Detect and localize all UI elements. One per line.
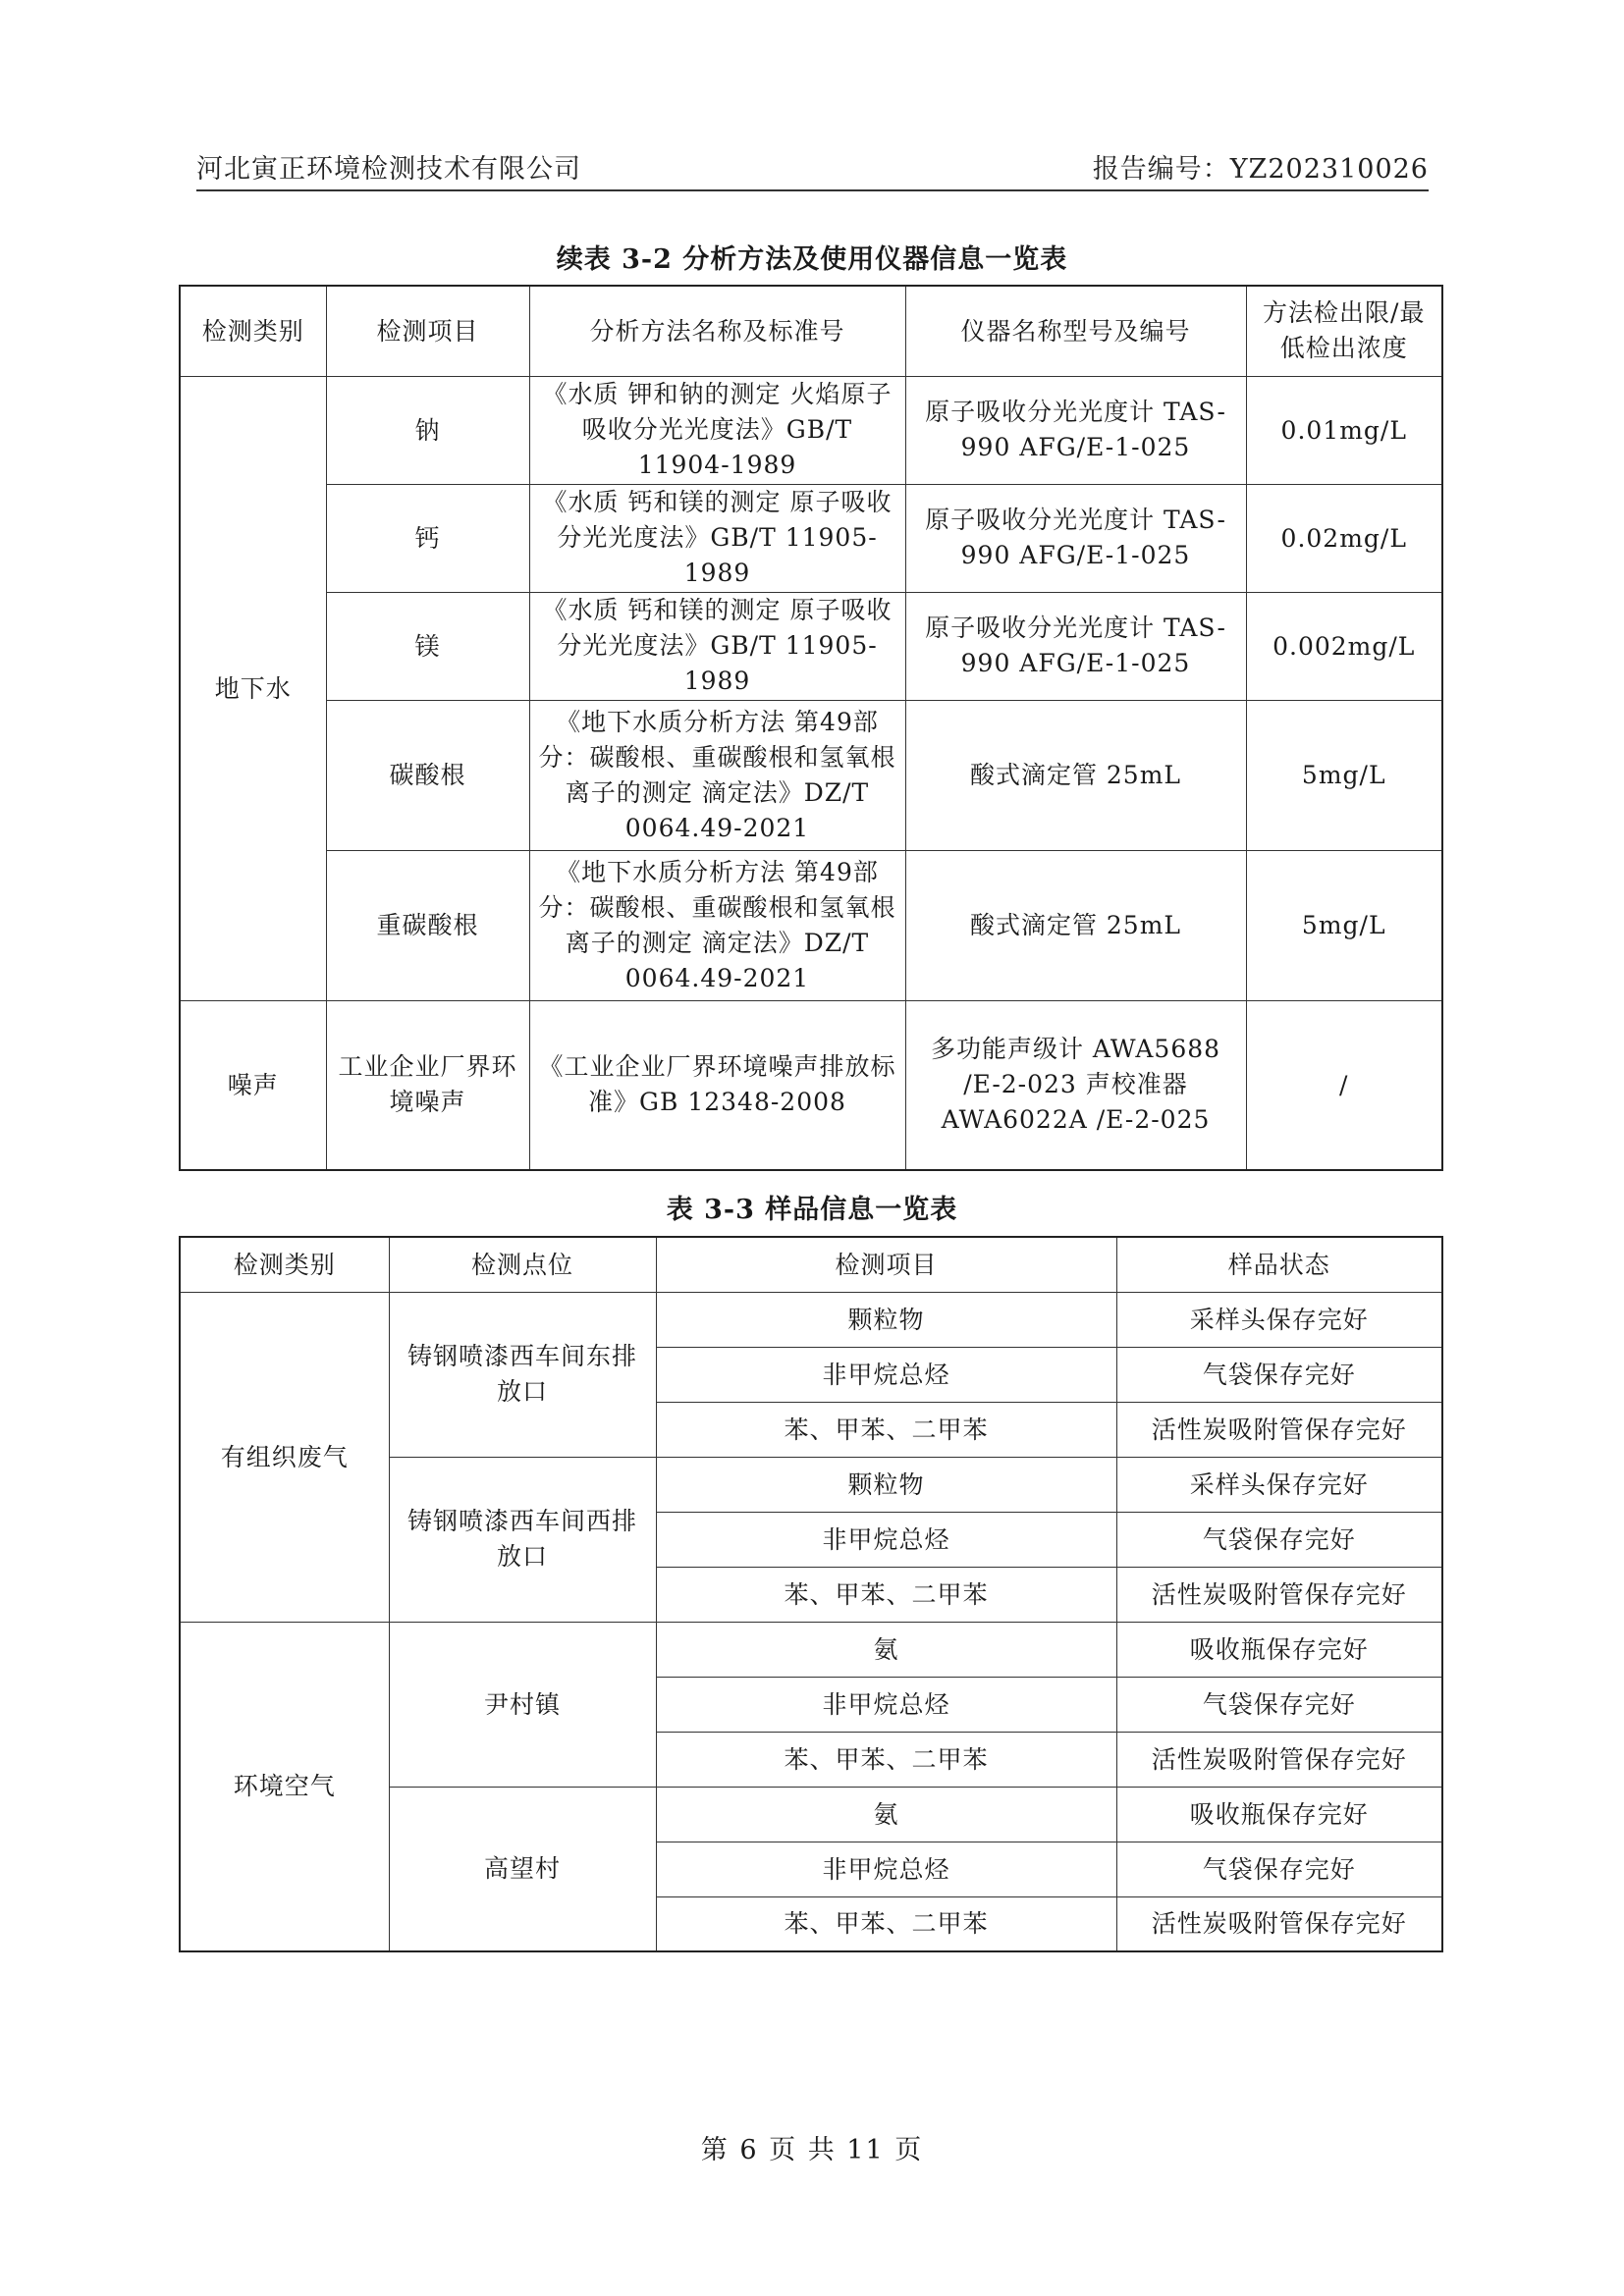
limit-cell: / [1246, 1000, 1442, 1170]
point-cell: 高望村 [389, 1787, 656, 1951]
table-row [180, 700, 1442, 850]
point-cell: 尹村镇 [389, 1622, 656, 1787]
method-cell: 《水质 钙和镁的测定 原子吸收分光光度法》GB/T 11905-1989 [529, 592, 905, 700]
state-cell: 气袋保存完好 [1116, 1512, 1442, 1567]
table2-header-state: 样品状态 [1116, 1237, 1442, 1292]
item-cell: 氨 [656, 1787, 1116, 1842]
state-cell: 活性炭吸附管保存完好 [1116, 1567, 1442, 1622]
item-cell: 苯、甲苯、二甲苯 [656, 1567, 1116, 1622]
state-cell: 活性炭吸附管保存完好 [1116, 1732, 1442, 1787]
table1-header-row [180, 286, 1442, 376]
page-header [196, 147, 1429, 186]
point-cell: 铸钢喷漆西车间西排放口 [389, 1457, 656, 1622]
table-row [180, 376, 1442, 484]
item-cell: 钠 [326, 376, 529, 484]
category-organized-waste-gas: 有组织废气 [180, 1292, 389, 1622]
category-groundwater: 地下水 [180, 376, 326, 1000]
table1-header-category: 检测类别 [180, 286, 326, 376]
method-cell: 《水质 钾和钠的测定 火焰原子吸收分光光度法》GB/T 11904-1989 [529, 376, 905, 484]
state-cell: 活性炭吸附管保存完好 [1116, 1402, 1442, 1457]
item-cell: 苯、甲苯、二甲苯 [656, 1732, 1116, 1787]
table1-header-method: 分析方法名称及标准号 [529, 286, 905, 376]
state-cell: 吸收瓶保存完好 [1116, 1787, 1442, 1842]
state-cell: 采样头保存完好 [1116, 1292, 1442, 1347]
limit-cell: 0.02mg/L [1246, 484, 1442, 592]
state-cell: 气袋保存完好 [1116, 1677, 1442, 1732]
item-cell: 苯、甲苯、二甲苯 [656, 1896, 1116, 1951]
table1-header-instrument: 仪器名称型号及编号 [905, 286, 1246, 376]
table-row [180, 592, 1442, 700]
item-cell: 颗粒物 [656, 1457, 1116, 1512]
table-row [180, 484, 1442, 592]
method-cell: 《水质 钙和镁的测定 原子吸收分光光度法》GB/T 11905-1989 [529, 484, 905, 592]
table-row [180, 1622, 1442, 1677]
state-cell: 采样头保存完好 [1116, 1457, 1442, 1512]
table2-header-category: 检测类别 [180, 1237, 389, 1292]
method-cell: 《地下水质分析方法 第49部分：碳酸根、重碳酸根和氢氧根离子的测定 滴定法》DZ/T 0064.49-2021 [529, 700, 905, 850]
item-cell: 非甲烷总烃 [656, 1347, 1116, 1402]
table-row [180, 1292, 1442, 1347]
page-number: 第 6 页 共 11 页 [700, 2135, 924, 2165]
item-cell: 非甲烷总烃 [656, 1842, 1116, 1896]
limit-cell: 5mg/L [1246, 700, 1442, 850]
limit-cell: 0.01mg/L [1246, 376, 1442, 484]
instrument-cell: 酸式滴定管 25mL [905, 700, 1246, 850]
instrument-cell: 原子吸收分光光度计 TAS-990 AFG/E-1-025 [905, 592, 1246, 700]
table2-header-item: 检测项目 [656, 1237, 1116, 1292]
item-cell: 镁 [326, 592, 529, 700]
state-cell: 吸收瓶保存完好 [1116, 1622, 1442, 1677]
limit-cell: 0.002mg/L [1246, 592, 1442, 700]
table-row [180, 850, 1442, 1000]
analysis-method-table [179, 285, 1443, 1171]
item-cell: 碳酸根 [326, 700, 529, 850]
method-cell: 《地下水质分析方法 第49部分：碳酸根、重碳酸根和氢氧根离子的测定 滴定法》DZ/T 0064.49-2021 [529, 850, 905, 1000]
header-divider [196, 189, 1429, 191]
table2-header-row [180, 1237, 1442, 1292]
item-cell: 氨 [656, 1622, 1116, 1677]
table2-header-point: 检测点位 [389, 1237, 656, 1292]
report-number: 报告编号：YZ202310026 [1092, 154, 1429, 185]
item-cell: 重碳酸根 [326, 850, 529, 1000]
item-cell: 钙 [326, 484, 529, 592]
method-cell: 《工业企业厂界环境噪声排放标准》GB 12348-2008 [529, 1000, 905, 1170]
state-cell: 气袋保存完好 [1116, 1842, 1442, 1896]
instrument-cell: 原子吸收分光光度计 TAS-990 AFG/E-1-025 [905, 484, 1246, 592]
limit-cell: 5mg/L [1246, 850, 1442, 1000]
table1-caption: 续表 3-2 分析方法及使用仪器信息一览表 [556, 244, 1068, 275]
state-cell: 活性炭吸附管保存完好 [1116, 1896, 1442, 1951]
item-cell: 苯、甲苯、二甲苯 [656, 1402, 1116, 1457]
table2-caption: 表 3-3 样品信息一览表 [666, 1195, 958, 1225]
instrument-cell: 酸式滴定管 25mL [905, 850, 1246, 1000]
sample-info-table [179, 1236, 1443, 1952]
item-cell: 非甲烷总烃 [656, 1512, 1116, 1567]
instrument-cell: 多功能声级计 AWA5688 /E-2-023 声校准器 AWA6022A /E-2-025 [905, 1000, 1246, 1170]
instrument-cell: 原子吸收分光光度计 TAS-990 AFG/E-1-025 [905, 376, 1246, 484]
table1-header-item: 检测项目 [326, 286, 529, 376]
item-cell: 颗粒物 [656, 1292, 1116, 1347]
point-cell: 铸钢喷漆西车间东排放口 [389, 1292, 656, 1457]
category-noise: 噪声 [180, 1000, 326, 1170]
category-ambient-air: 环境空气 [180, 1622, 389, 1951]
table1-header-limit: 方法检出限/最低检出浓度 [1246, 286, 1442, 376]
company-name: 河北寅正环境检测技术有限公司 [196, 154, 581, 185]
item-cell: 工业企业厂界环境噪声 [326, 1000, 529, 1170]
table-row [180, 1000, 1442, 1170]
item-cell: 非甲烷总烃 [656, 1677, 1116, 1732]
state-cell: 气袋保存完好 [1116, 1347, 1442, 1402]
